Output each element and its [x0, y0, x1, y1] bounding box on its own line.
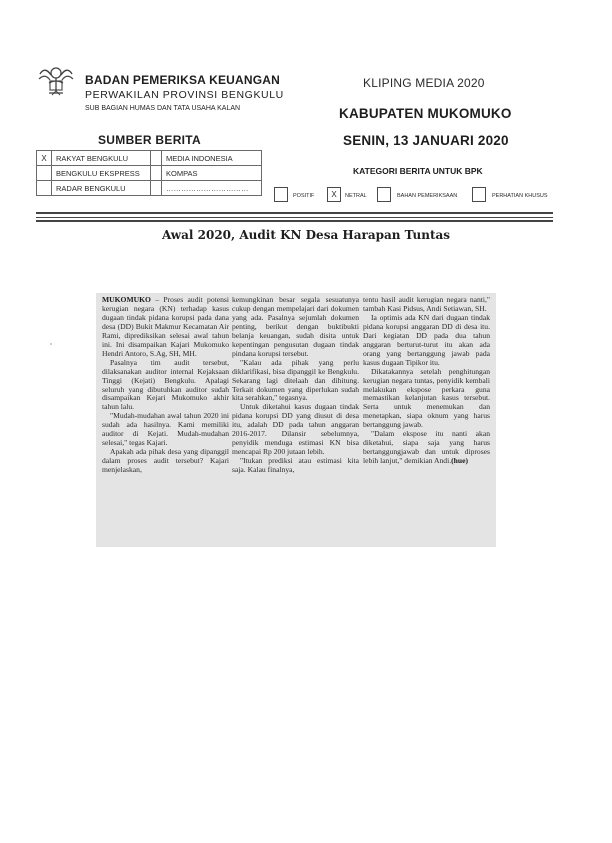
category-perhatian-label: PERHATIAN KHUSUS: [492, 193, 548, 199]
newspaper-clipping: [96, 293, 496, 547]
source-check[interactable]: [151, 166, 162, 181]
header-divider: [36, 217, 553, 218]
article-headline: Awal 2020, Audit KN Desa Harapan Tuntas: [161, 228, 451, 242]
source-name: ……………………………: [162, 181, 262, 196]
article-paragraph: "Kalau ada pihak yang perlu diklarifikasi, bisa dipanggil ke Bengkulu. Sekarang lagi ditelaah dan dihitung. Terkait dokumen yang diperlukan sudah kita serahkan," tegasnya.: [232, 357, 359, 403]
category-perhatian-checkbox[interactable]: [472, 187, 486, 202]
article-column-3: [363, 296, 490, 466]
category-netral-label: NETRAL: [345, 193, 367, 199]
article-paragraph: Apakah ada pihak desa yang dipanggil dalam proses audit tersebut? Kajari menjelaskan,: [102, 447, 229, 475]
category-netral-checkbox[interactable]: X: [327, 187, 341, 202]
article-paragraph: tentu hasil audit kerugian negara nanti," tambah Kasi Pidsus, Andi Setiawan, SH.: [363, 295, 490, 313]
article-paragraph: Dikatakannya setelah penghitungan kerugian negara tuntas, penyidik kembali melakukan ekspose perkara guna memastikan kelanjutan kasus tersebut. Serta untuk menemukan dan menetapkan, siapa oknum yang harus bertanggung jawab.: [363, 366, 490, 430]
source-check[interactable]: X: [37, 151, 52, 166]
source-row: [37, 151, 262, 166]
article-column-1: [102, 296, 229, 475]
clipping-label: KLIPING MEDIA 2020: [363, 76, 485, 90]
source-check[interactable]: [37, 166, 52, 181]
source-check[interactable]: [37, 181, 52, 196]
article-byline: (hue): [451, 456, 468, 466]
clipping-date: SENIN, 13 JANUARI 2020: [343, 133, 509, 148]
article-paragraph: Ia optimis ada KN dari dugaan tindak pidana korupsi anggaran DD di desa itu. Dari kegiatan DD pada dua tahun anggaran berturut-turut itu akan ada orang yang bertanggung jawab pada kasus dugaan Tipikor itu.: [363, 312, 490, 367]
source-name: KOMPAS: [162, 166, 262, 181]
sources-table: [36, 150, 262, 196]
article-paragraph: kemungkinan besar segala sesuatunya cukup dengan mempelajari dari dokumen yang ada. Pasalnya sejumlah dokumen penting, berikut dengan buktibukti belanja keuangan, sudah disita untuk kepentingan pengusutan dugaan tindak pindana korupsi tersebut.: [232, 295, 359, 358]
clipping-region: KABUPATEN MUKOMUKO: [339, 106, 512, 121]
org-subtitle: PERWAKILAN PROVINSI BENGKULU: [85, 89, 284, 101]
article-paragraph: MUKOMUKO – Proses audit potensi kerugian negara (KN) terhadap kasus dugaan tindak pidana korupsi pada dana desa (DD) Bukit Makmur Kecamatan Air Rami, diprediksikan selesai awal tahun ini. Ini disampaikan Kajari Mukomuko Hendri Antoro, S.Ag, SH, MH.: [102, 295, 229, 358]
categories-title: KATEGORI BERITA UNTUK BPK: [353, 166, 483, 176]
sources-title: SUMBER BERITA: [98, 133, 202, 147]
source-check[interactable]: [151, 151, 162, 166]
source-name: RADAR BENGKULU: [52, 181, 151, 196]
category-positif-label: POSITIF: [293, 193, 315, 199]
source-name: RAKYAT BENGKULU: [52, 151, 151, 166]
source-name: BENGKULU EKSPRESS: [52, 166, 151, 181]
article-paragraph: "Itukan prediksi atau estimasi kita saja. Kalau finalnya,: [232, 456, 359, 475]
article-dateline: MUKOMUKO: [102, 295, 151, 304]
org-division: SUB BAGIAN HUMAS DAN TATA USAHA KALAN: [85, 105, 241, 112]
source-name: MEDIA INDONESIA: [162, 151, 262, 166]
category-bahan-label: BAHAN PEMERIKSAAN: [397, 193, 458, 199]
source-row: [37, 181, 262, 196]
source-row: [37, 166, 262, 181]
category-positif-checkbox[interactable]: [274, 187, 288, 202]
garuda-emblem-icon: [37, 61, 75, 99]
source-check[interactable]: [151, 181, 162, 196]
article-paragraph: Pasalnya tim audit tersebut, dilaksanakan auditor internal Kejaksaan Tinggi (Kejati) Bengkulu. Apalagi seluruh yang dibutuhkan auditor sudah disampaikan Kejari Mukomuko akhir tahun lalu.: [102, 357, 229, 412]
article-paragraph: "Mudah-mudahan awal tahun 2020 ini sudah ada hasilnya. Kami memiliki auditor di Kejati. Mudah-mudahan selesai," tegas Kajari.: [102, 411, 229, 448]
org-title: BADAN PEMERIKSA KEUANGAN: [85, 73, 281, 87]
article-column-2: [232, 296, 359, 475]
article-paragraph: Untuk diketahui kasus dugaan tindak pidana korupsi DD yang diusut di desa itu, adalah DD pada tahun anggaran 2016-2017. Dilansir sebelumnya, penyidik menduga estimasi KN bisa mencapai Rp 200 jutaan lebih.: [232, 402, 359, 457]
scan-speck: [50, 343, 52, 345]
category-bahan-checkbox[interactable]: [377, 187, 391, 202]
header-divider: [36, 212, 553, 214]
article-paragraph: "Dalam ekspose itu nanti akan diketahui, siapa saja yang harus bertanggungjawab dan untuk diproses lebih lanjut," demikian Andi.(hue): [363, 429, 490, 466]
header-divider: [36, 220, 553, 222]
